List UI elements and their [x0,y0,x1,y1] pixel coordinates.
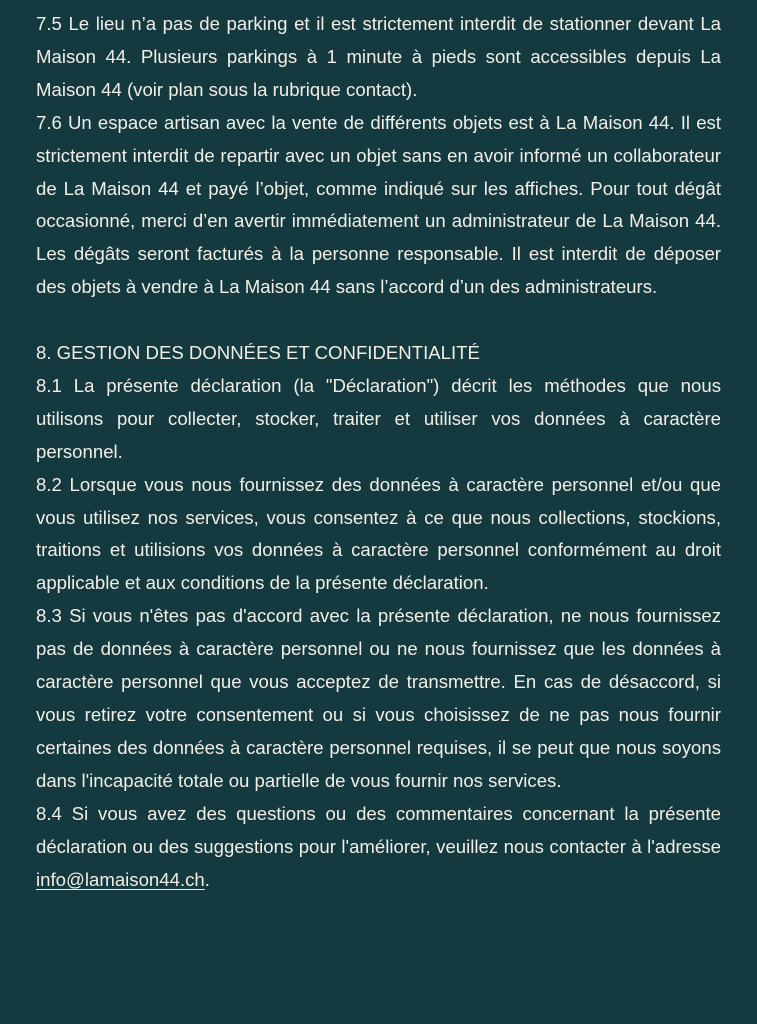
paragraph-8-1: 8.1 La présente déclaration (la "Déclaration") décrit les méthodes que nous utilisons pour collecter, stocker, traiter et utiliser vos données à caractère personnel. [36,374,721,462]
paragraph-7-5: 7.5 Le lieu n’a pas de parking et il est strictement interdit de stationner devant La Maison 44. Plusieurs parkings à 1 minute à pieds sont accessibles depuis La Maison 44 (voir plan sous la rubrique contact). [36,13,721,100]
contact-email-link[interactable]: info@lamaison44.ch [36,868,205,890]
paragraph-8-2: 8.2 Lorsque vous nous fournissez des données à caractère personnel et/ou que vous utilisez nos services, vous consentez à ce que nous collections, stockions, traitions et utilisions vos données à caractère personnel conformément au droit applicable et aux conditions de la présente déclaration. [36,473,721,594]
paragraph-7-6: 7.6 Un espace artisan avec la vente de différents objets est à La Maison 44. Il est strictement interdit de repartir avec un objet sans en avoir informé un collaborateur de La Maison 44 et payé l’objet, comme indiqué sur les affiches. Pour tout dégât occasionné, merci d’en avertir immédiatement un administrateur de La Maison 44. Les dégâts seront facturés à la personne responsable. Il est interdit de déposer des objets à vendre à La Maison 44 sans l’accord d’un des administrateurs. [36,111,721,298]
paragraph-8-3: 8.3 Si vous n'êtes pas d'accord avec la présente déclaration, ne nous fournissez pas de données à caractère personnel ou ne nous fournissez que les données à caractère personnel que vous acceptez de transmettre. En cas de désaccord, si vous retirez votre consentement ou si vous choisissez de ne pas nous fournir certaines des données à caractère personnel requises, il se peut que nous soyons dans l'incapacité totale ou partielle de vous fournir nos services. [36,605,721,791]
paragraph-8-4-text: 8.4 Si vous avez des questions ou des commentaires concernant la présente déclaration ou des suggestions pour l'améliorer, veuillez nous contacter à l'adresse [36,802,721,857]
section-spacer [36,304,721,337]
section-8-heading: 8. GESTION DES DONNÉES ET CONFIDENTIALITÉ [36,342,480,364]
paragraph-8-4-end: . [204,868,210,890]
paragraph-8-4 [36,798,721,897]
